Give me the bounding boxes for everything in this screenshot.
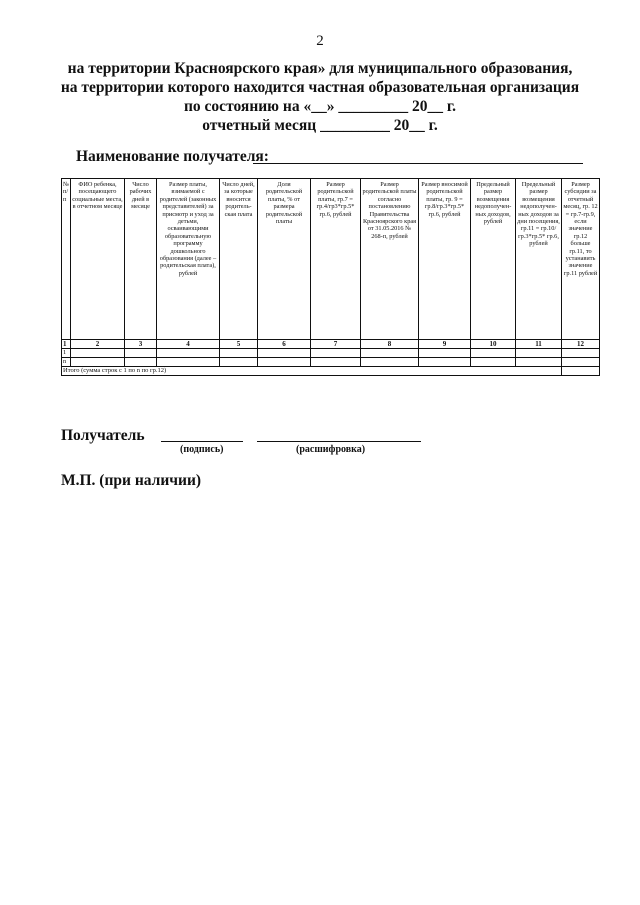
table-cell — [125, 349, 157, 358]
page-number: 2 — [316, 33, 324, 49]
column-number: 8 — [361, 340, 419, 349]
table-cell — [71, 349, 125, 358]
seal-label: М.П. (при наличии) — [61, 472, 202, 489]
column-number-row — [62, 340, 600, 349]
header-cell: Предельный размер возмещения недополучен-ных доходов за дни посещения, гр.11 = гр.10/ гр.3*гр.5* гр.6, рублей — [516, 179, 562, 340]
column-number: 12 — [562, 340, 600, 349]
header-line-2: на территории которого находится частная образовательная организация — [60, 79, 580, 96]
header-cell: Размер платы, взимаемой с родителей (законных представителей) за присмотр и уход за детьми, осваивающими образовательную программу дошкольного образования (далее – родительская плата), рублей — [157, 179, 220, 340]
total-label: Итого (сумма строк с 1 по n по гр.12) — [62, 367, 562, 376]
column-number: 2 — [71, 340, 125, 349]
column-number: 10 — [471, 340, 516, 349]
signature-caption: (подпись) — [180, 444, 224, 455]
decoding-caption: (расшифровка) — [296, 444, 366, 455]
table-cell — [419, 349, 471, 358]
header-cell: № п/п — [62, 179, 71, 340]
header-cell: Доля родительской платы, % от размера родительской платы — [258, 179, 311, 340]
header-cell: Размер родительской платы, гр.7 = гр.4/гр3*гр.5* гр.6, рублей — [311, 179, 361, 340]
table-cell — [258, 358, 311, 367]
table-cell: n — [62, 358, 71, 367]
table-cell — [71, 358, 125, 367]
recipient-name-line — [253, 163, 583, 164]
decoding-line — [257, 441, 421, 442]
header-line-4: отчетный месяц _________ 20__ г. — [202, 117, 438, 134]
header-cell: Размер субсидии за отчетный месяц, гр. 12 = гр.7-гр.9, если значение гр.12 больше гр.11, то устанавить значение гр.11 рублей — [562, 179, 600, 340]
table-cell — [516, 349, 562, 358]
header-cell: Предельный размер возмещения недополучен-ных доходов, рублей — [471, 179, 516, 340]
table-cell — [258, 349, 311, 358]
table-cell — [471, 349, 516, 358]
column-number: 4 — [157, 340, 220, 349]
table-cell — [471, 358, 516, 367]
table-cell — [220, 349, 258, 358]
column-number: 5 — [220, 340, 258, 349]
header-cell: Число дней, за которые вносится родитель-ская плата — [220, 179, 258, 340]
table-cell — [361, 349, 419, 358]
column-number: 7 — [311, 340, 361, 349]
table-cell: 1 — [62, 349, 71, 358]
total-value-cell — [562, 367, 600, 376]
table-cell — [361, 358, 419, 367]
header-cell: Размер вносимой родительской платы, гр. 9 = гр.8/гр.3*гр.5* гр.6, рублей — [419, 179, 471, 340]
signature-line — [161, 441, 243, 442]
table-cell — [311, 358, 361, 367]
column-number: 11 — [516, 340, 562, 349]
column-number: 1 — [62, 340, 71, 349]
table-cell — [562, 349, 600, 358]
recipient-name-label: Наименование получателя: — [76, 148, 269, 165]
table-cell — [419, 358, 471, 367]
table-cell — [157, 349, 220, 358]
header-cell: Размер родительской платы согласно постановлению Правительства Красноярского края от 31.05.2016 № 268-п, рублей — [361, 179, 419, 340]
table-total-row — [62, 367, 600, 376]
table-cell — [220, 358, 258, 367]
table-cell — [125, 358, 157, 367]
column-number: 6 — [258, 340, 311, 349]
table-cell — [562, 358, 600, 367]
header-line-1: на территории Красноярского края» для муниципального образования, — [67, 60, 573, 77]
column-number: 9 — [419, 340, 471, 349]
column-number: 3 — [125, 340, 157, 349]
table-row — [62, 349, 600, 358]
header-cell: Число рабочих дней в месяце — [125, 179, 157, 340]
table-header-row — [62, 179, 600, 340]
table-cell — [311, 349, 361, 358]
table-cell — [157, 358, 220, 367]
header-line-3: по состоянию на «__» _________ 20__ г. — [184, 98, 456, 115]
receiver-label: Получатель — [61, 427, 145, 444]
table-cell — [516, 358, 562, 367]
table-row — [62, 358, 600, 367]
report-table — [61, 178, 600, 376]
header-cell: ФИО ребенка, посещающего социальные места, в отчетном месяце — [71, 179, 125, 340]
